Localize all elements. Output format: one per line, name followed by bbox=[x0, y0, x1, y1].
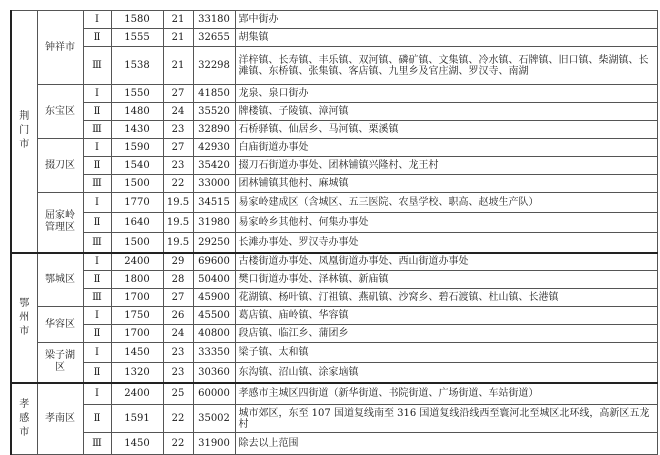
total-price-cell: 33350 bbox=[193, 343, 235, 363]
multiplier-cell: 23 bbox=[163, 121, 193, 139]
area-cell: 洋梓镇、长寿镇、丰乐镇、双河镇、磷矿镇、文集镇、冷水镇、石牌镇、旧口镇、柴湖镇、长滩镇、东桥镇、张集镇、客店镇、九里乡及官庄湖、罗汉寺、南湖 bbox=[235, 47, 658, 85]
total-price-cell: 34515 bbox=[193, 193, 235, 213]
total-price-cell: 32298 bbox=[193, 47, 235, 85]
grade-cell: Ⅱ bbox=[83, 363, 111, 383]
multiplier-cell: 27 bbox=[163, 139, 193, 157]
table-row bbox=[11, 47, 658, 85]
city-name: 荆门市 bbox=[19, 111, 30, 151]
unit-price-cell: 1640 bbox=[111, 213, 163, 233]
unit-price-cell: 1450 bbox=[111, 343, 163, 363]
multiplier-cell: 23 bbox=[163, 343, 193, 363]
grade-cell: Ⅲ bbox=[83, 233, 111, 253]
multiplier-cell: 27 bbox=[163, 85, 193, 103]
area-cell: 城市郊区，东至 107 国道复线南至 316 国道复线沿线西至寰河北至城区北环线，高新区五龙村 bbox=[235, 405, 658, 433]
total-price-cell: 33000 bbox=[193, 175, 235, 193]
grade-cell: Ⅰ bbox=[83, 307, 111, 325]
multiplier-cell: 25 bbox=[163, 383, 193, 405]
unit-price-cell: 2400 bbox=[111, 253, 163, 271]
total-price-cell: 42930 bbox=[193, 139, 235, 157]
multiplier-cell: 21 bbox=[163, 29, 193, 47]
table-row bbox=[11, 289, 658, 307]
total-price-cell: 41850 bbox=[193, 85, 235, 103]
land-price-table-container bbox=[10, 10, 658, 449]
total-price-cell: 69600 bbox=[193, 253, 235, 271]
grade-cell: Ⅰ bbox=[83, 253, 111, 271]
city-cell bbox=[11, 253, 37, 383]
total-price-cell: 45900 bbox=[193, 289, 235, 307]
grade-cell: Ⅰ bbox=[83, 139, 111, 157]
multiplier-cell: 29 bbox=[163, 253, 193, 271]
table-row bbox=[11, 139, 658, 157]
table-row bbox=[11, 383, 658, 405]
city-name: 鄂州市 bbox=[19, 297, 30, 337]
area-cell: 段店镇、临江乡、蒲团乡 bbox=[235, 325, 658, 343]
district-cell bbox=[37, 307, 83, 343]
unit-price-cell: 1700 bbox=[111, 289, 163, 307]
multiplier-cell: 26 bbox=[163, 307, 193, 325]
total-price-cell: 40800 bbox=[193, 325, 235, 343]
total-price-cell: 35520 bbox=[193, 103, 235, 121]
unit-price-cell: 1450 bbox=[111, 433, 163, 455]
district-name: 屈家岭管理区 bbox=[45, 210, 75, 234]
area-cell: 石桥驿镇、仙居乡、马河镇、栗溪镇 bbox=[235, 121, 658, 139]
table-row bbox=[11, 405, 658, 433]
multiplier-cell: 28 bbox=[163, 271, 193, 289]
grade-cell: Ⅲ bbox=[83, 47, 111, 85]
unit-price-cell: 1430 bbox=[111, 121, 163, 139]
multiplier-cell: 24 bbox=[163, 103, 193, 121]
district-cell bbox=[37, 253, 83, 307]
grade-cell: Ⅰ bbox=[83, 343, 111, 363]
area-cell: 花湖镇、杨叶镇、汀祖镇、燕矶镇、沙窝乡、碧石渡镇、杜山镇、长港镇 bbox=[235, 289, 658, 307]
table-row bbox=[11, 85, 658, 103]
unit-price-cell: 1500 bbox=[111, 175, 163, 193]
grade-cell: Ⅱ bbox=[83, 271, 111, 289]
unit-price-cell: 1770 bbox=[111, 193, 163, 213]
area-cell: 龙泉、泉口街办 bbox=[235, 85, 658, 103]
table-row bbox=[11, 11, 658, 29]
grade-cell: Ⅰ bbox=[83, 193, 111, 213]
total-price-cell: 30360 bbox=[193, 363, 235, 383]
district-cell bbox=[37, 139, 83, 193]
multiplier-cell: 21 bbox=[163, 47, 193, 85]
multiplier-cell: 22 bbox=[163, 433, 193, 455]
unit-price-cell: 1800 bbox=[111, 271, 163, 289]
multiplier-cell: 27 bbox=[163, 289, 193, 307]
district-cell bbox=[37, 343, 83, 383]
table-row bbox=[11, 253, 658, 271]
district-name: 东宝区 bbox=[45, 105, 75, 117]
grade-cell: Ⅱ bbox=[83, 213, 111, 233]
city-cell bbox=[11, 11, 37, 253]
area-cell: 葛店镇、庙岭镇、华容镇 bbox=[235, 307, 658, 325]
total-price-cell: 60000 bbox=[193, 383, 235, 405]
district-name: 鄂城区 bbox=[45, 273, 75, 285]
district-name: 掇刀区 bbox=[45, 159, 75, 171]
unit-price-cell: 2400 bbox=[111, 383, 163, 405]
grade-cell: Ⅱ bbox=[83, 325, 111, 343]
unit-price-cell: 1750 bbox=[111, 307, 163, 325]
area-cell: 古楼街道办事处、凤凰街道办事处、西山街道办事处 bbox=[235, 253, 658, 271]
multiplier-cell: 22 bbox=[163, 405, 193, 433]
unit-price-cell: 1540 bbox=[111, 157, 163, 175]
total-price-cell: 31900 bbox=[193, 433, 235, 455]
table-row bbox=[11, 271, 658, 289]
area-cell: 胡集镇 bbox=[235, 29, 658, 47]
unit-price-cell: 1700 bbox=[111, 325, 163, 343]
area-cell: 东沟镇、沼山镇、涂家垴镇 bbox=[235, 363, 658, 383]
table-row bbox=[11, 157, 658, 175]
unit-price-cell: 1550 bbox=[111, 85, 163, 103]
district-cell bbox=[37, 85, 83, 139]
grade-cell: Ⅰ bbox=[83, 85, 111, 103]
table-row bbox=[11, 103, 658, 121]
unit-price-cell: 1591 bbox=[111, 405, 163, 433]
district-cell bbox=[37, 383, 83, 455]
multiplier-cell: 24 bbox=[163, 325, 193, 343]
table-body bbox=[11, 11, 658, 455]
grade-cell: Ⅲ bbox=[83, 121, 111, 139]
city-cell bbox=[11, 383, 37, 455]
table-row bbox=[11, 325, 658, 343]
grade-cell: Ⅲ bbox=[83, 175, 111, 193]
table-row bbox=[11, 121, 658, 139]
total-price-cell: 35002 bbox=[193, 405, 235, 433]
city-name: 孝感市 bbox=[19, 398, 30, 438]
area-cell: 除去以上范围 bbox=[235, 433, 658, 455]
grade-cell: Ⅲ bbox=[83, 433, 111, 455]
total-price-cell: 33180 bbox=[193, 11, 235, 29]
unit-price-cell: 1500 bbox=[111, 233, 163, 253]
grade-cell: Ⅱ bbox=[83, 405, 111, 433]
grade-cell: Ⅰ bbox=[83, 11, 111, 29]
district-name: 钟祥市 bbox=[45, 41, 75, 53]
unit-price-cell: 1538 bbox=[111, 47, 163, 85]
multiplier-cell: 19.5 bbox=[163, 213, 193, 233]
land-price-table bbox=[10, 10, 658, 455]
table-row bbox=[11, 175, 658, 193]
district-cell bbox=[37, 11, 83, 85]
unit-price-cell: 1480 bbox=[111, 103, 163, 121]
table-row bbox=[11, 29, 658, 47]
table-row bbox=[11, 307, 658, 325]
table-row bbox=[11, 213, 658, 233]
table-row bbox=[11, 233, 658, 253]
multiplier-cell: 23 bbox=[163, 363, 193, 383]
area-cell: 白庙街道办事处 bbox=[235, 139, 658, 157]
area-cell: 牌楼镇、子陵镇、漳河镇 bbox=[235, 103, 658, 121]
multiplier-cell: 19.5 bbox=[163, 193, 193, 213]
grade-cell: Ⅲ bbox=[83, 289, 111, 307]
table-row bbox=[11, 343, 658, 363]
table-row bbox=[11, 193, 658, 213]
total-price-cell: 29250 bbox=[193, 233, 235, 253]
unit-price-cell: 1320 bbox=[111, 363, 163, 383]
unit-price-cell: 1555 bbox=[111, 29, 163, 47]
table-row bbox=[11, 433, 658, 455]
unit-price-cell: 1590 bbox=[111, 139, 163, 157]
area-cell: 团林铺镇其他村、麻城镇 bbox=[235, 175, 658, 193]
total-price-cell: 31980 bbox=[193, 213, 235, 233]
total-price-cell: 45500 bbox=[193, 307, 235, 325]
multiplier-cell: 19.5 bbox=[163, 233, 193, 253]
area-cell: 易家岭乡其他村、何集办事处 bbox=[235, 213, 658, 233]
area-cell: 掇刀石街道办事处、团林铺镇兴隆村、龙王村 bbox=[235, 157, 658, 175]
unit-price-cell: 1580 bbox=[111, 11, 163, 29]
total-price-cell: 50400 bbox=[193, 271, 235, 289]
grade-cell: Ⅱ bbox=[83, 157, 111, 175]
grade-cell: Ⅰ bbox=[83, 383, 111, 405]
district-cell bbox=[37, 193, 83, 253]
area-cell: 樊口街道办事处、泽林镇、新庙镇 bbox=[235, 271, 658, 289]
area-cell: 郢中街办 bbox=[235, 11, 658, 29]
total-price-cell: 32890 bbox=[193, 121, 235, 139]
table-row bbox=[11, 363, 658, 383]
district-name: 华容区 bbox=[45, 318, 75, 330]
multiplier-cell: 23 bbox=[163, 157, 193, 175]
area-cell: 梁子镇、太和镇 bbox=[235, 343, 658, 363]
area-cell: 长滩办事处、罗汉寺办事处 bbox=[235, 233, 658, 253]
multiplier-cell: 21 bbox=[163, 11, 193, 29]
grade-cell: Ⅱ bbox=[83, 29, 111, 47]
area-cell: 易家岭建成区（含城区、五三医院、农垦学校、职高、赵坡生产队） bbox=[235, 193, 658, 213]
total-price-cell: 35420 bbox=[193, 157, 235, 175]
multiplier-cell: 22 bbox=[163, 175, 193, 193]
district-name: 梁子湖区 bbox=[45, 350, 75, 374]
district-name: 孝南区 bbox=[45, 412, 75, 424]
total-price-cell: 32655 bbox=[193, 29, 235, 47]
grade-cell: Ⅱ bbox=[83, 103, 111, 121]
area-cell: 孝感市主城区四街道（新华街道、书院街道、广场街道、车站街道） bbox=[235, 383, 658, 405]
